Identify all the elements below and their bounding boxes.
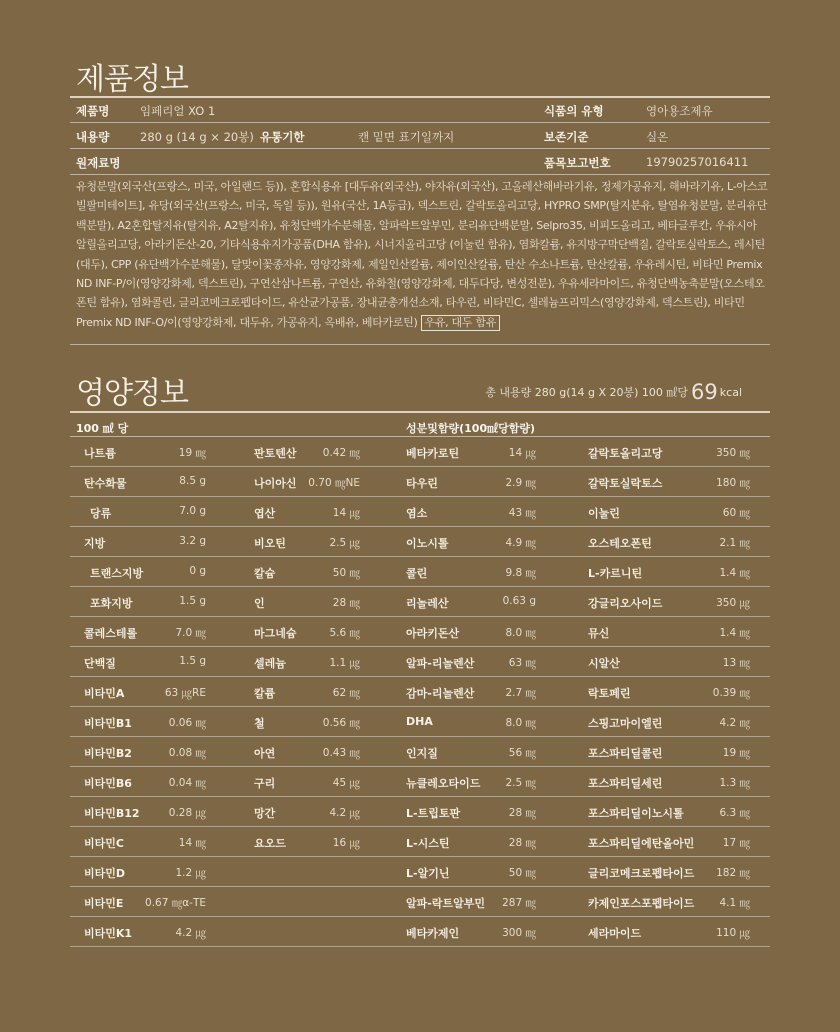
- ingredients-text: [76, 177, 770, 332]
- nutrient-amount: 1.3 ㎎: [719, 777, 750, 789]
- nutrient-name: 포스파티딜에탄올아민: [588, 837, 695, 850]
- nutrient-name: 포스파티딜이노시톨: [588, 807, 684, 820]
- table-row: [70, 917, 770, 947]
- table-row: [70, 467, 770, 497]
- nutrient-name: 셀레늄: [254, 657, 286, 670]
- nutrient-amount: 16 ㎍: [332, 837, 360, 849]
- nutrient-name: 스핑고마이엘린: [588, 717, 663, 730]
- nutrient-name: 락토페린: [588, 687, 631, 700]
- nutrient-amount: 1.4 ㎎: [719, 567, 750, 579]
- nutrient-amount: 50 ㎎: [508, 867, 536, 879]
- nutrient-amount: 0.63 g: [502, 595, 536, 607]
- nutrient-name: 망간: [254, 807, 276, 820]
- nutrient-amount: 5.6 ㎎: [329, 627, 360, 639]
- rule: [70, 344, 770, 345]
- nutrient-name: 비타민B2: [84, 747, 132, 760]
- volume-row: [70, 123, 770, 149]
- nutrient-name: 인: [254, 597, 265, 610]
- nutrient-name: 나이아신: [254, 477, 297, 490]
- nutrient-amount: 13 ㎎: [722, 657, 750, 669]
- nutrient-name: 리놀레산: [406, 597, 449, 610]
- volume-label: 내용량: [76, 130, 110, 144]
- table-row: [70, 857, 770, 887]
- nutrient-amount: 63 ㎎: [508, 657, 536, 669]
- nutrient-amount: 14 ㎍: [332, 507, 360, 519]
- nutrient-name: L-알기닌: [406, 867, 450, 880]
- nutrient-name: 감마-리놀렌산: [406, 687, 475, 700]
- nutrient-name: 세라마이드: [588, 927, 642, 940]
- nutrient-amount: 0.04 ㎎: [168, 777, 206, 789]
- nutrient-name: 글리코메크로펩타이드: [588, 867, 695, 880]
- nutrient-name: 알파-락트알부민: [406, 897, 485, 910]
- expiry-label: 유통기한: [260, 130, 305, 144]
- nutrient-name: 비타민C: [84, 837, 124, 850]
- nutrient-name: 탄수화물: [84, 477, 127, 490]
- nutrient-amount: 0.70 ㎎NE: [308, 477, 360, 489]
- nutrient-name: 포화지방: [90, 597, 133, 610]
- nutrient-name: 콜린: [406, 567, 428, 580]
- nutrient-amount: 50 ㎎: [332, 567, 360, 579]
- expiry-value: 캔 밑면 표기일까지: [358, 130, 455, 144]
- nutrient-amount: 180 ㎎: [716, 477, 750, 489]
- report-number-label: 품목보고번호: [544, 156, 611, 170]
- kcal-value: 69: [691, 380, 718, 404]
- nutrient-amount: 19 ㎎: [722, 747, 750, 759]
- nutrient-name: 지방: [84, 537, 106, 550]
- nutrient-name: 철: [254, 717, 265, 730]
- rule: [70, 174, 770, 175]
- nutrient-name: 당류: [90, 507, 112, 520]
- nutrient-amount: 1.4 ㎎: [719, 627, 750, 639]
- nutrient-name: 뮤신: [588, 627, 610, 640]
- nutrient-name: 뉴클레오타이드: [406, 777, 481, 790]
- nutrient-name: 콜레스테롤: [84, 627, 138, 640]
- nutrient-name: 비타민K1: [84, 927, 133, 940]
- nutrient-amount: 287 ㎎: [502, 897, 536, 909]
- nutrient-name: 시알산: [588, 657, 620, 670]
- table-row: [70, 767, 770, 797]
- nutrient-name: 포스파티딜세린: [588, 777, 663, 790]
- nutrient-name: 카제인포스포펩타이드: [588, 897, 695, 910]
- nutrient-amount: 0.28 ㎍: [168, 807, 206, 819]
- nutrient-amount: 0.39 ㎎: [712, 687, 750, 699]
- nutrient-amount: 0 g: [189, 565, 206, 577]
- rule: [70, 411, 770, 413]
- nutrient-amount: 28 ㎎: [508, 837, 536, 849]
- nutrient-name: L-시스틴: [406, 837, 450, 850]
- table-row: [70, 827, 770, 857]
- nutrient-amount: 0.43 ㎎: [322, 747, 360, 759]
- nutrient-amount: 62 ㎎: [332, 687, 360, 699]
- nutrient-amount: 350 ㎎: [716, 447, 750, 459]
- nutrient-amount: 1.5 g: [179, 655, 206, 667]
- nutrient-amount: 45 ㎍: [332, 777, 360, 789]
- nutrient-amount: 60 ㎎: [722, 507, 750, 519]
- food-type-value: 영아용조제유: [646, 104, 713, 118]
- nutrient-name: 단백질: [84, 657, 116, 670]
- nutrient-name: 아라키돈산: [406, 627, 460, 640]
- nutrient-amount: 0.67 ㎎α-TE: [145, 897, 206, 909]
- nutrient-amount: 8.5 g: [179, 475, 206, 487]
- nutrient-name: 포스파티딜콜린: [588, 747, 663, 760]
- nutrient-amount: 110 ㎍: [716, 927, 750, 939]
- nutrient-name: 아연: [254, 747, 276, 760]
- volume-value: 280 g (14 g × 20봉): [140, 130, 254, 144]
- table-row: [70, 797, 770, 827]
- summary-text: 총 내용량 280 g(14 g X 20봉) 100 ㎖당: [485, 386, 689, 399]
- nutrient-amount: 2.5 ㎎: [505, 777, 536, 789]
- nutrient-amount: 4.2 ㎎: [719, 717, 750, 729]
- nutrient-name: 비타민D: [84, 867, 126, 880]
- nutrient-name: 타우린: [406, 477, 438, 490]
- table-row: [70, 497, 770, 527]
- table-row: [70, 557, 770, 587]
- nutrient-amount: 8.0 ㎎: [505, 717, 536, 729]
- nutrient-name: 마그네슘: [254, 627, 297, 640]
- product-name-value: 임페리얼 XO 1: [140, 104, 216, 118]
- nutrient-amount: 2.9 ㎎: [505, 477, 536, 489]
- ingredients-list: 유청분말(외국산(프랑스, 미국, 아일랜드 등)), 혼합식용유 [대두유(외국산), 야자유(외국산), 고올레산해바라기유, 정제가공유지, 해바라기유, L-아스코빌팔미테이트], 유당(외국산(프랑스, 미국, 독일 등)), 원유(국산, 1A등급), 덱스트린, 갈락토올리고당, HYPRO SMP(탈지분유, 탈염유청분말, 분리유단백분말), A2혼합탈지유(탈지유, A2탈지유), 유청단백가수분해물, 알파락트알부민, 분리유단백분말, Selpro35, 비피도올리고, 베타글루칸, 우유시아 알릴올리고당, 아라키돈산-20, 기타식용유지가공품(DHA 함유), 시너지올리고당 (이눌린 함유), 염화칼륨, 유지방구막단백질, 갈락토실락토스, 레시틴(대두), CPP (유단백가수분해물), 달맞이꽃종자유, 영양강화제, 제일인산칼륨, 제이인산칼륨, 탄산 수소나트륨, 탄산칼륨, 우유레시틴, 비타민 Premix ND INF-P/이(영양강화제, 덱스트린), 구연산삼나트륨, 구연산, 유화철(영양강화제, 대두다당, 변성전분), 우유세라마이드, 유청단백농축분말(오스테오폰틴 함유), 염화콜린, 글리코메크로펩타이드, 유산균가공품, 장내균총개선소재, 타우린, 비타민C, 셀레늄프리믹스(영양강화제, 덱스트린), 비타민 Premix ND INF-O/이(영양강화제, 대두유, 가공유지, 옥배유, 베타카로틴): [76, 180, 768, 329]
- table-row: [70, 587, 770, 617]
- nutrient-amount: 2.5 ㎍: [329, 537, 360, 549]
- report-number-value: 19790257016411: [646, 155, 749, 169]
- nutrient-amount: 0.56 ㎎: [322, 717, 360, 729]
- nutrient-amount: 4.2 ㎍: [175, 927, 206, 939]
- nutrient-amount: 4.2 ㎍: [329, 807, 360, 819]
- table-row: [70, 707, 770, 737]
- nutrient-amount: 2.1 ㎎: [719, 537, 750, 549]
- nutrient-name: 베타카제인: [406, 927, 460, 940]
- nutrient-name: 갈락토올리고당: [588, 447, 663, 460]
- nutrient-name: 알파-리놀렌산: [406, 657, 475, 670]
- nutrient-name: 비타민B6: [84, 777, 132, 790]
- product-name-row: [70, 97, 770, 123]
- nutrient-amount: 4.1 ㎎: [719, 897, 750, 909]
- table-row: [70, 737, 770, 767]
- nutrient-name: 나트륨: [84, 447, 116, 460]
- ingredients-label: 원재료명: [76, 156, 121, 170]
- product-info-title: 제품정보: [76, 62, 188, 97]
- nutrition-info-title: 영양정보: [76, 376, 188, 411]
- table-row: [70, 647, 770, 677]
- nutrient-name: 비타민E: [84, 897, 124, 910]
- nutrient-amount: 1.1 ㎍: [329, 657, 360, 669]
- nutrient-amount: 300 ㎎: [502, 927, 536, 939]
- nutrient-name: 트랜스지방: [90, 567, 144, 580]
- nutrient-amount: 0.08 ㎎: [168, 747, 206, 759]
- food-type-label: 식품의 유형: [544, 104, 604, 118]
- storage-value: 실온: [646, 130, 669, 144]
- nutrient-name: 이눌린: [588, 507, 620, 520]
- storage-label: 보존기준: [544, 130, 589, 144]
- nutrient-amount: 7.0 g: [179, 505, 206, 517]
- nutrient-name: 강글리오사이드: [588, 597, 663, 610]
- nutrient-name: 엽산: [254, 507, 276, 520]
- nutrient-name: 비타민B12: [84, 807, 140, 820]
- product-name-label: 제품명: [76, 104, 110, 118]
- nutrient-amount: 8.0 ㎎: [505, 627, 536, 639]
- nutrient-name: 오스테오폰틴: [588, 537, 652, 550]
- nutrient-amount: 0.06 ㎎: [168, 717, 206, 729]
- nutrient-amount: 3.2 g: [179, 535, 206, 547]
- nutrient-amount: 14 ㎍: [508, 447, 536, 459]
- nutrient-amount: 14 ㎎: [178, 837, 206, 849]
- nutrient-amount: 28 ㎎: [508, 807, 536, 819]
- nutrient-amount: 182 ㎎: [716, 867, 750, 879]
- nutrient-name: 판토텐산: [254, 447, 297, 460]
- nutrient-name: 이노시톨: [406, 537, 449, 550]
- nutrient-amount: 0.42 ㎎: [322, 447, 360, 459]
- nutrient-name: 구리: [254, 777, 276, 790]
- nutrition-summary: [485, 380, 742, 404]
- nutrient-amount: 43 ㎎: [508, 507, 536, 519]
- nutrient-name: DHA: [406, 715, 433, 728]
- table-row: [70, 677, 770, 707]
- nutrient-name: 칼슘: [254, 567, 276, 580]
- nutrient-amount: 19 ㎎: [178, 447, 206, 459]
- nutrient-name: 칼륨: [254, 687, 276, 700]
- nutrition-header-right: 성분및함량(100㎖당함량): [406, 422, 536, 435]
- nutrient-amount: 9.8 ㎎: [505, 567, 536, 579]
- nutrient-amount: 350 ㎍: [716, 597, 750, 609]
- allergen-badge: 우유, 대두 함유: [421, 315, 501, 331]
- nutrient-name: 비타민A: [84, 687, 125, 700]
- nutrient-amount: 28 ㎎: [332, 597, 360, 609]
- nutrient-amount: 4.9 ㎎: [505, 537, 536, 549]
- nutrient-amount: 63 ㎍RE: [164, 687, 206, 699]
- nutrient-amount: 1.5 g: [179, 595, 206, 607]
- nutrient-name: L-트립토판: [406, 807, 461, 820]
- nutrition-header-left: 100 ㎖ 당: [76, 422, 129, 435]
- nutrient-amount: 2.7 ㎎: [505, 687, 536, 699]
- table-row: [70, 617, 770, 647]
- nutrient-name: 비타민B1: [84, 717, 132, 730]
- nutrient-amount: 17 ㎎: [722, 837, 750, 849]
- nutrient-amount: 6.3 ㎎: [719, 807, 750, 819]
- nutrient-name: 갈락토실락토스: [588, 477, 663, 490]
- nutrient-amount: 7.0 ㎎: [175, 627, 206, 639]
- nutrient-name: 베타카로틴: [406, 447, 460, 460]
- nutrient-name: 비오틴: [254, 537, 286, 550]
- table-row: [70, 887, 770, 917]
- nutrient-name: 요오드: [254, 837, 286, 850]
- kcal-unit: kcal: [719, 386, 742, 399]
- table-row: [70, 437, 770, 467]
- table-row: [70, 527, 770, 557]
- ingredients-row: [70, 149, 770, 175]
- nutrient-name: 인지질: [406, 747, 438, 760]
- nutrient-name: L-카르니틴: [588, 567, 643, 580]
- nutrient-amount: 56 ㎎: [508, 747, 536, 759]
- nutrient-amount: 1.2 ㎍: [175, 867, 206, 879]
- nutrient-name: 염소: [406, 507, 428, 520]
